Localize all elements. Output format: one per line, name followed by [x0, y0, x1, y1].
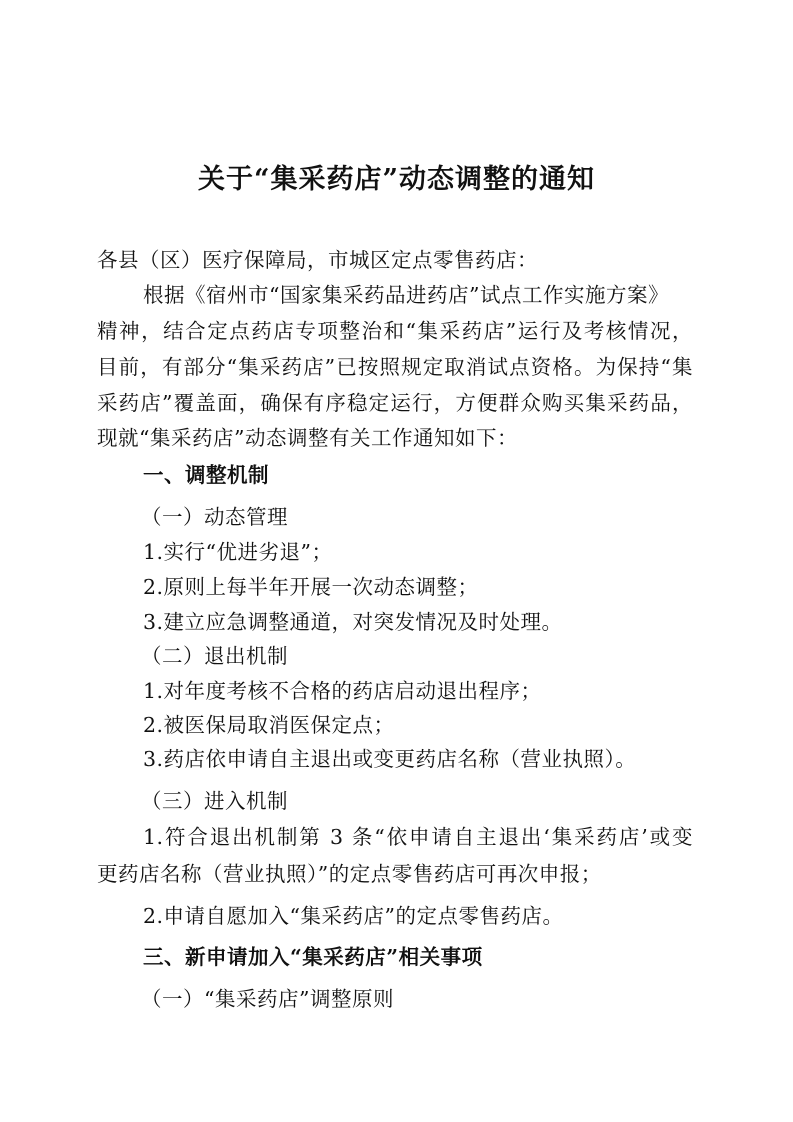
intro-line-3: 目前，有部分“集采药店”已按照规定取消试点资格。为保持“集	[97, 355, 693, 379]
intro-line-2: 精神，结合定点药店专项整治和“集采药店”运行及考核情况，	[97, 319, 693, 343]
subsection-heading-exit-mechanism: （二）退出机制	[141, 644, 288, 668]
intro-line-4: 采药店”覆盖面，确保有序稳定运行，方便群众购买集采药品，	[97, 391, 693, 415]
list-item: 2.被医保局取消医保定点；	[143, 713, 395, 737]
subsection-heading-adjustment-principles: （一）“集采药店”调整原则	[141, 987, 394, 1011]
section-heading-3: 三、新申请加入“集采药店”相关事项	[143, 945, 483, 969]
list-item: 2.原则上每半年开展一次动态调整；	[143, 575, 479, 599]
list-item: 1.实行“优进劣退”；	[143, 540, 333, 564]
salutation: 各县（区）医疗保障局，市城区定点零售药店：	[97, 248, 538, 272]
intro-line-5: 现就“集采药店”动态调整有关工作通知如下：	[97, 426, 518, 450]
section-heading-1: 一、调整机制	[143, 463, 269, 487]
subsection-heading-dynamic-management: （一）动态管理	[141, 505, 288, 529]
subsection-heading-entry-mechanism: （三）进入机制	[141, 789, 288, 813]
list-item: 3.建立应急调整通道，对突发情况及时处理。	[143, 610, 563, 634]
list-item: 3.药店依申请自主退出或变更药店名称（营业执照）。	[143, 747, 637, 771]
list-item: 1.对年度考核不合格的药店启动退出程序；	[143, 679, 542, 703]
document-title: 关于“集采药店”动态调整的通知	[197, 164, 596, 195]
intro-line-1: 根据《宿州市“国家集采药品进药店”试点工作实施方案》	[143, 283, 669, 307]
list-item: 1.符合退出机制第 3 条“依申请自主退出‘集采药店’或变	[143, 825, 693, 849]
list-item: 2.申请自愿加入“集采药店”的定点零售药店。	[143, 904, 564, 928]
list-item-continuation: 更药店名称（营业执照）”的定点零售药店可再次申报；	[97, 862, 602, 886]
